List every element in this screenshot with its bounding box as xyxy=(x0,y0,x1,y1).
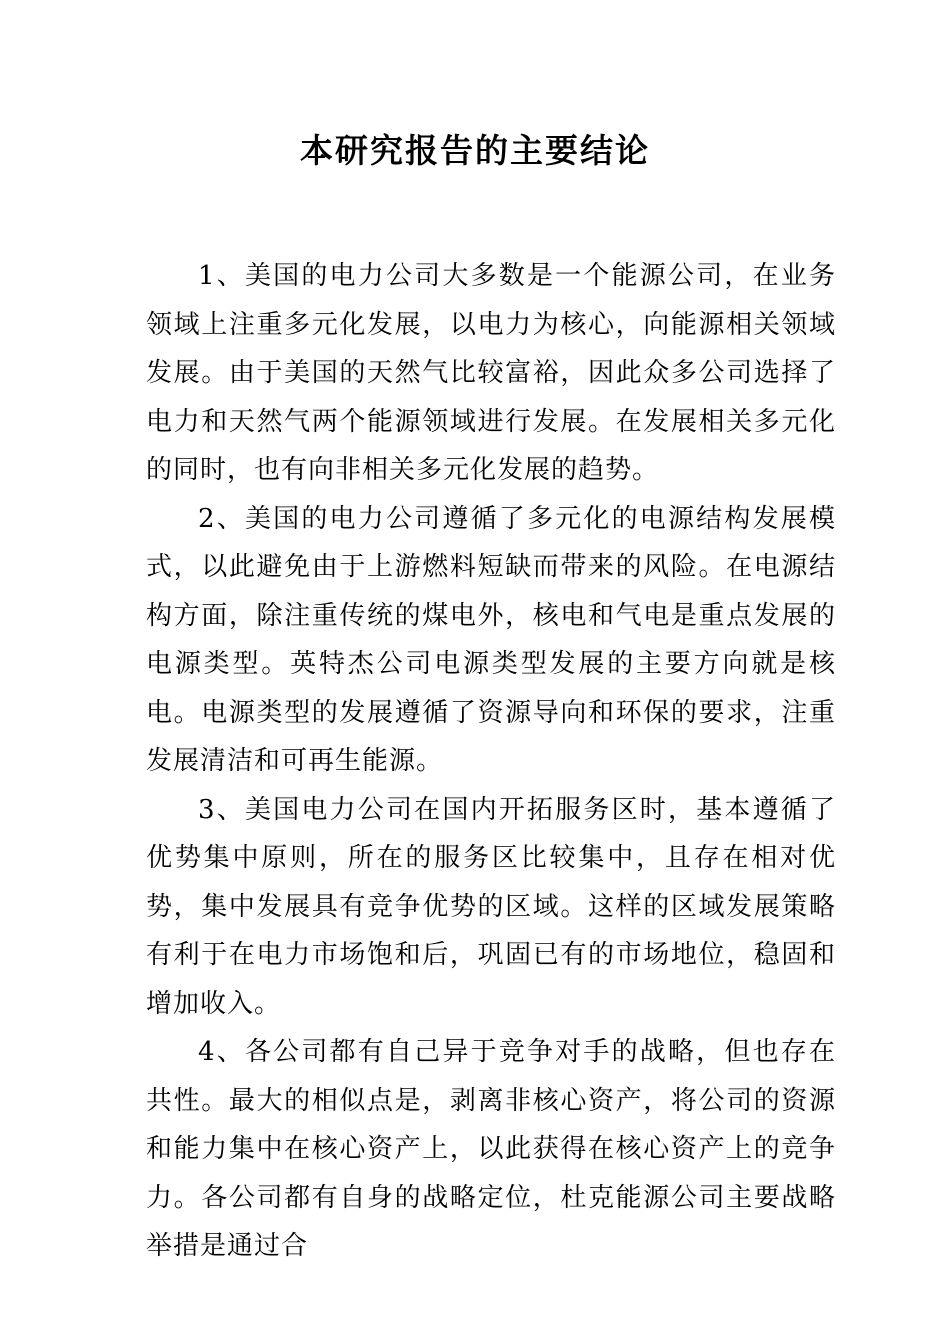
paragraph-3: 3、美国电力公司在国内开拓服务区时，基本遵循了优势集中原则，所在的服务区比较集中，且存在相对优势，集中发展具有竞争优势的区域。这样的区域发展策略有利于在电力市场饱和后，巩固已有的市场地位，稳固和增加收入。 xyxy=(146,794,836,1019)
paragraph-4: 4、各公司都有自己异于竞争对手的战略，但也存在共性。最大的相似点是，剥离非核心资产，将公司的资源和能力集中在核心资产上，以此获得在核心资产上的竞争力。各公司都有自身的战略定位，杜克能源公司主要战略举措是通过合 xyxy=(146,1037,836,1261)
page-title: 本研究报告的主要结论 xyxy=(300,131,650,170)
paragraph-2: 2、美国的电力公司遵循了多元化的电源结构发展模式，以此避免由于上游燃料短缺而带来的风险。在电源结构方面，除注重传统的煤电外，核电和气电是重点发展的电源类型。英特杰公司电源类型发展的主要方向就是核电。电源类型的发展遵循了资源导向和环保的要求，注重发展清洁和可再生能源。 xyxy=(146,503,836,776)
paragraph-1: 1、美国的电力公司大多数是一个能源公司，在业务领域上注重多元化发展，以电力为核心，向能源相关领域发展。由于美国的天然气比较富裕，因此众多公司选择了电力和天然气两个能源领域进行发展。在发展相关多元化的同时，也有向非相关多元化发展的趋势。 xyxy=(146,261,836,485)
document-body xyxy=(146,252,836,1271)
